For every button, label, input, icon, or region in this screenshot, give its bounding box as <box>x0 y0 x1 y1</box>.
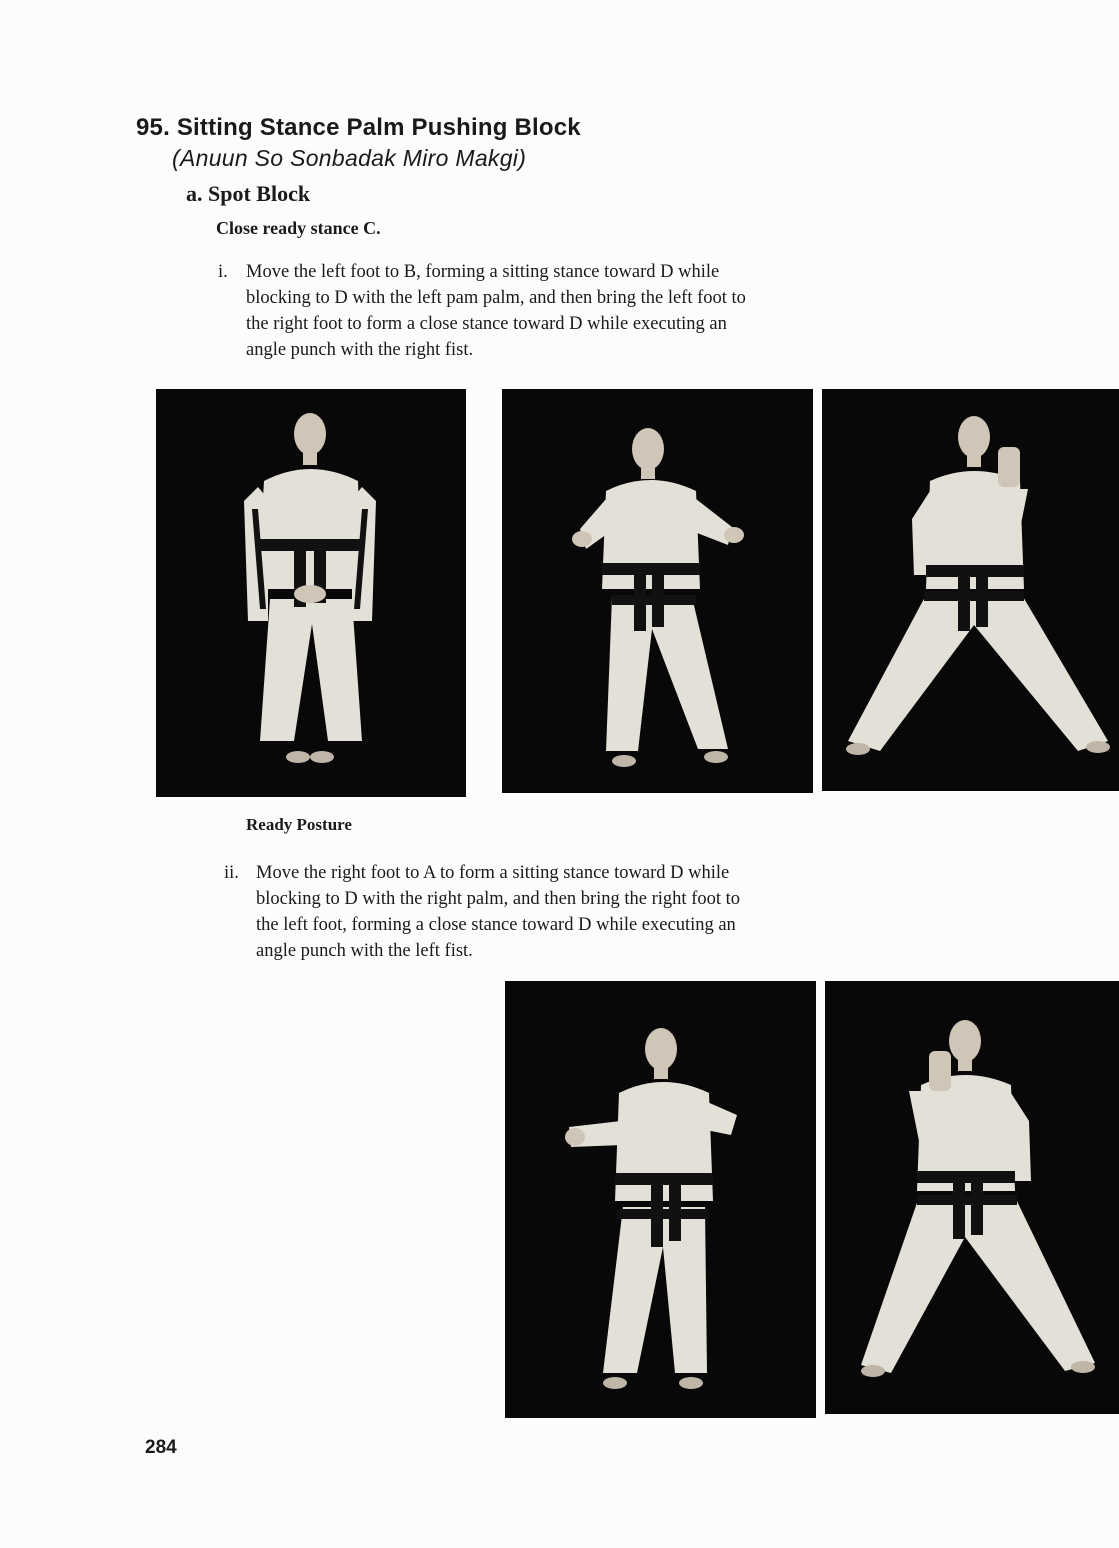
step-line: blocking to D with the left pam palm, and then bring the left foot to <box>246 288 746 308</box>
step-line: Move the right foot to A to form a sitting stance toward D while <box>256 863 730 883</box>
photo-step-i-sitting-stance <box>822 389 1119 791</box>
subsection-title: a. Spot Block <box>186 181 311 206</box>
step-body <box>256 860 740 964</box>
photo-step-ii-close-stance <box>505 981 816 1418</box>
step-body <box>246 259 746 363</box>
step-line: angle punch with the right fist. <box>246 340 474 360</box>
section-heading: 95. Sitting Stance Palm Pushing Block <box>136 114 581 141</box>
step-marker: i. <box>218 262 228 282</box>
sitting-stance-right-palm-figure <box>825 981 1119 1414</box>
close-stance-figure <box>505 981 816 1418</box>
step-line: the right foot to form a close stance toward D while executing an <box>246 314 727 334</box>
photo-step-i-close-stance <box>502 389 813 793</box>
photo-step-ii-sitting-stance <box>825 981 1119 1414</box>
step-line: angle punch with the left fist. <box>256 941 473 961</box>
photo-caption-ready-posture: Ready Posture <box>246 815 352 834</box>
step-line: blocking to D with the right palm, and then bring the right foot to <box>256 889 741 909</box>
section-heading-korean: (Anuun So Sonbadak Miro Makgi) <box>172 145 527 171</box>
step-line: Move the left foot to B, forming a sitting stance toward D while <box>246 262 720 282</box>
step-line: the left foot, forming a close stance toward D while executing an <box>256 915 736 935</box>
page-number: 284 <box>145 1437 177 1458</box>
photo-ready-posture <box>156 389 466 797</box>
sitting-stance-left-palm-figure <box>822 389 1119 791</box>
setup-instruction: Close ready stance C. <box>216 218 381 238</box>
close-stance-figure <box>502 389 813 793</box>
ready-posture-figure <box>156 389 466 797</box>
step-marker: ii. <box>224 863 239 883</box>
